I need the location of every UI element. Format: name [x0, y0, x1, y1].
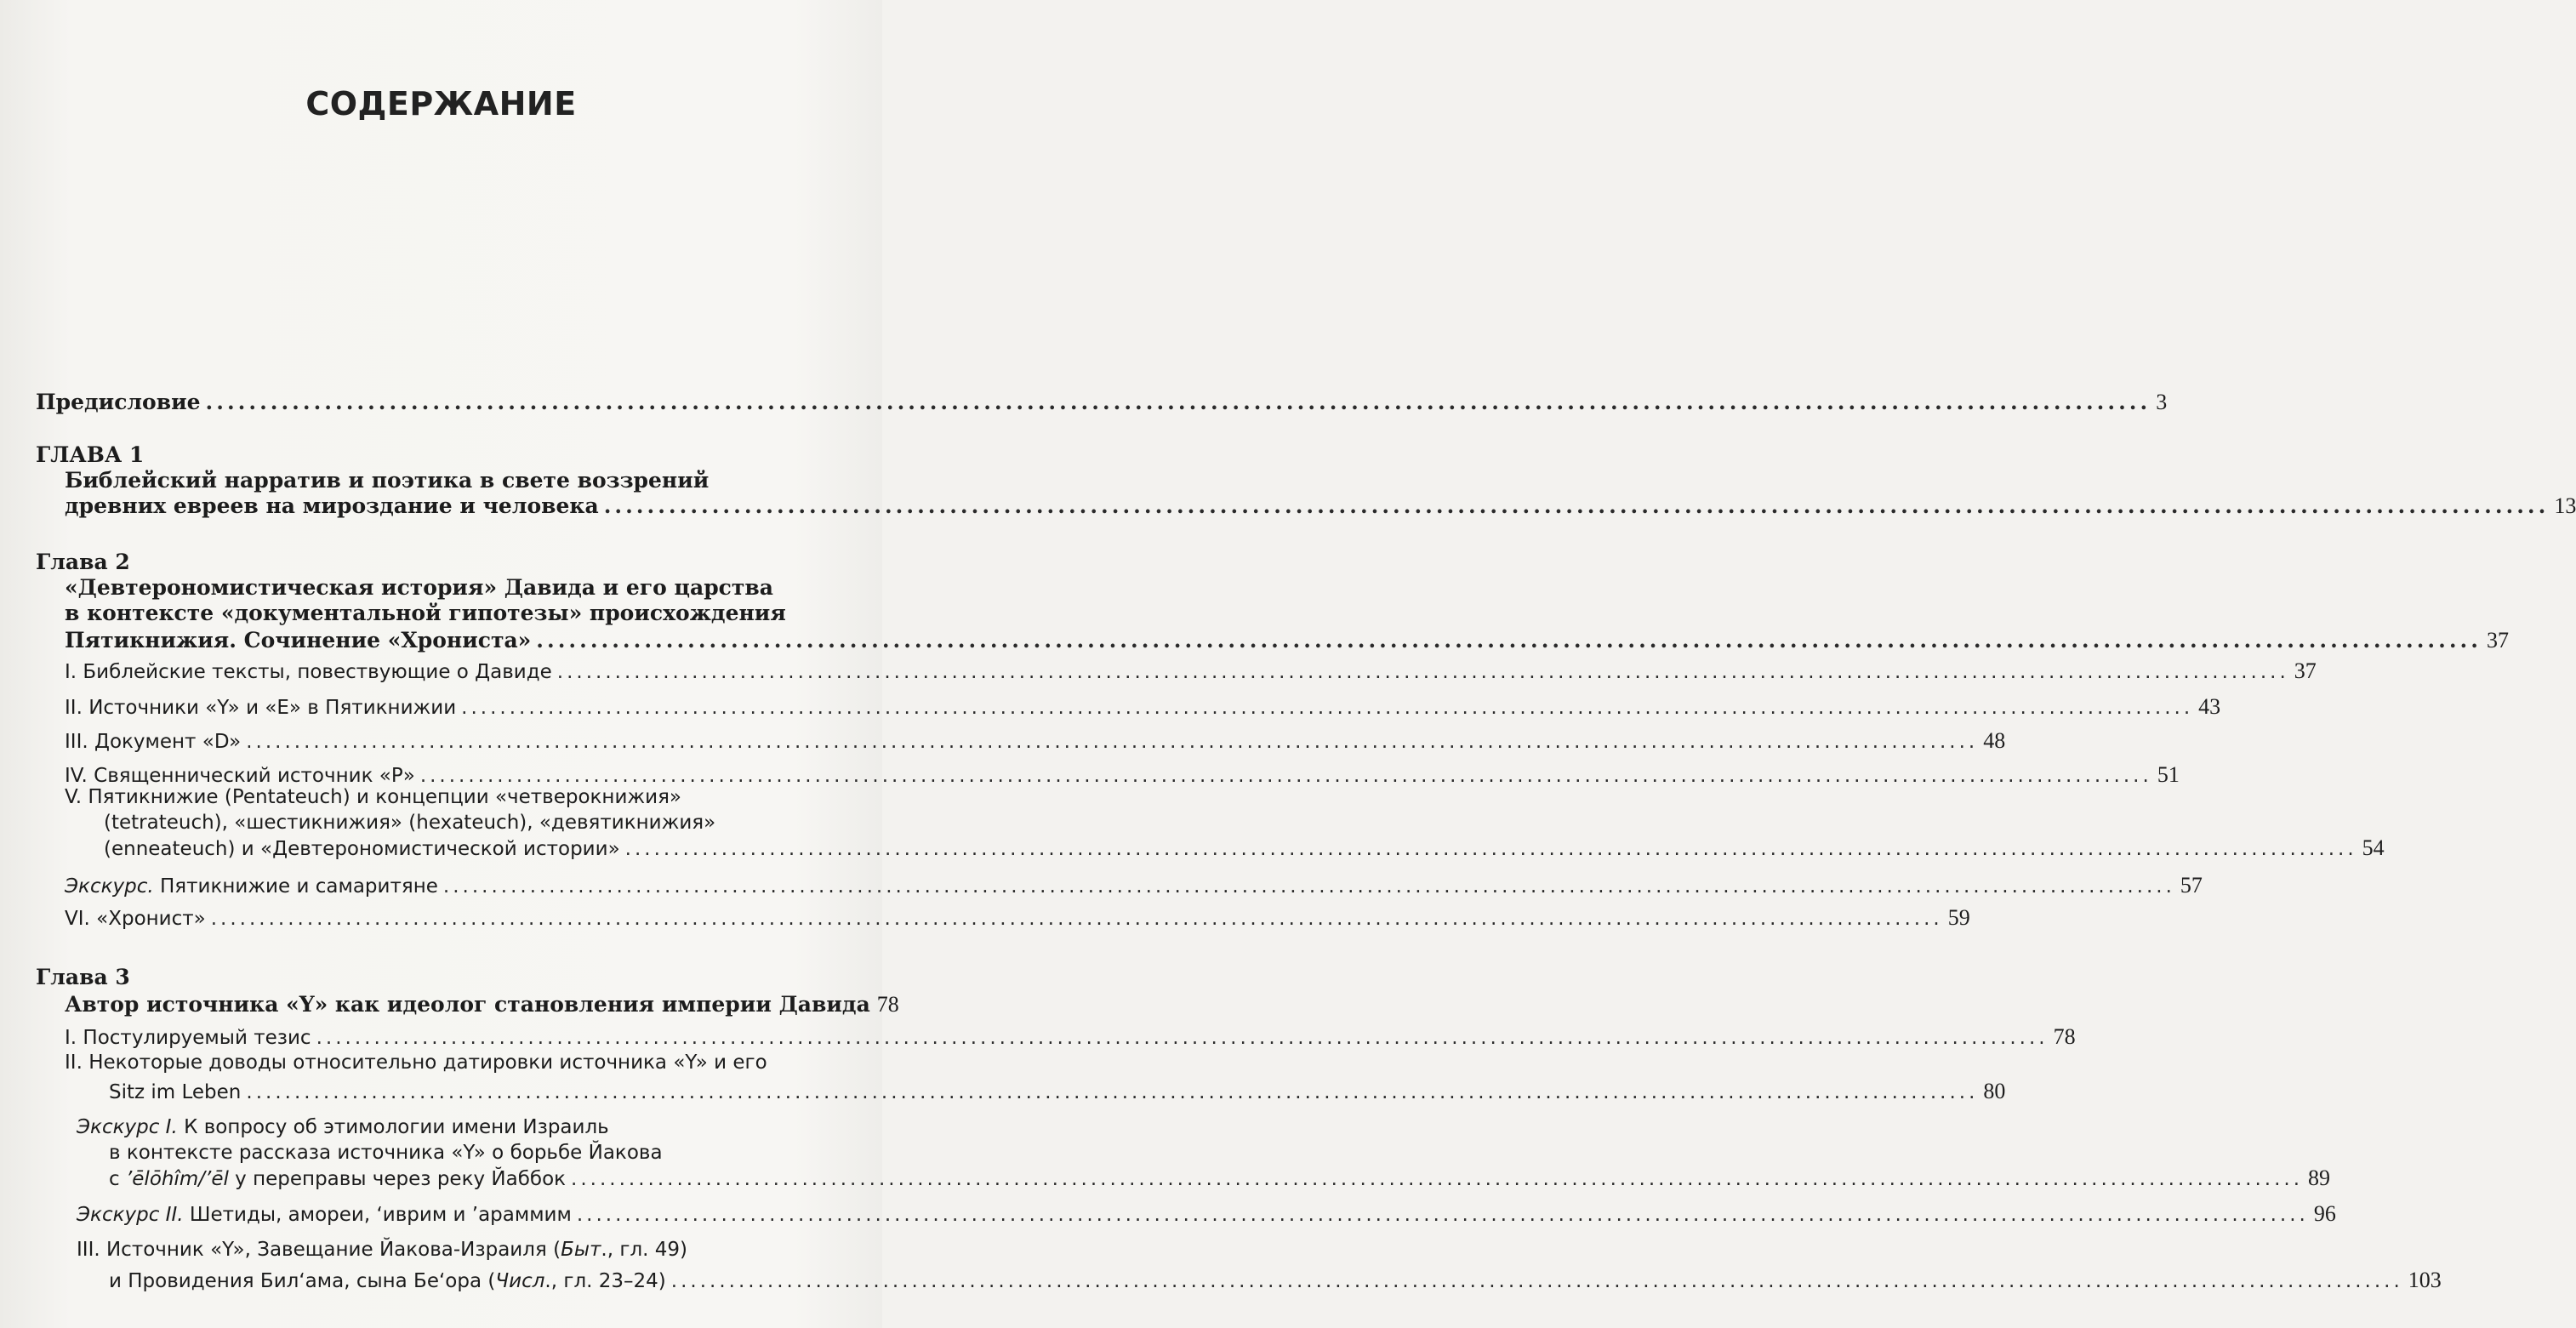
- text-part: ., гл. 23–24): [544, 1270, 666, 1292]
- toc-entry-excursus: [109, 1166, 2331, 1192]
- entry-label: [109, 1166, 566, 1192]
- entry-label: IV. Священнический источник «P»: [65, 765, 415, 787]
- leader-dots: [246, 1080, 1978, 1105]
- toc-entry: [65, 1024, 2076, 1051]
- entry-label: I. Библейские тексты, повествующие о Давиде: [65, 661, 552, 683]
- toc-entry-excursus: [77, 1201, 2336, 1228]
- entry-label: Пятикнижия. Сочинение «Хрониста»: [65, 628, 532, 653]
- abbrev: Числ: [495, 1270, 545, 1292]
- chapter-1-heading: ГЛАВА 1: [36, 442, 145, 467]
- entry-label: Предисловие: [36, 390, 201, 414]
- toc-entry-line: II. Некоторые доводы относительно датировки источника «Y» и его: [65, 1052, 767, 1074]
- toc-entry-line: [77, 1114, 609, 1140]
- text-part: III. Источник «Y», Завещание Йакова-Израиля (: [77, 1239, 561, 1261]
- chapter-2-title-last: [65, 628, 2509, 653]
- excursus-text: Шетиды, амореи, ‘иврим и ’араммим: [183, 1204, 572, 1226]
- toc-entry: [65, 728, 2006, 755]
- page-number: 78: [876, 992, 899, 1017]
- chapter-3-heading: Глава 3: [36, 965, 130, 989]
- leader-dots: [246, 729, 1978, 755]
- toc-entry: [109, 1079, 2006, 1105]
- entry-label: древних евреев на мироздание и человека: [65, 493, 599, 518]
- entry-label: I. Постулируемый тезис: [65, 1027, 311, 1049]
- text-part: ., гл. 49): [601, 1239, 688, 1261]
- chapter-2-title-line: «Девтерономистическая история» Давида и его царства: [65, 575, 773, 600]
- page-number: 43: [2198, 694, 2221, 719]
- page-number: 3: [2156, 390, 2168, 414]
- page-number: 78: [2053, 1024, 2076, 1049]
- excursus-label: Экскурс II.: [77, 1204, 184, 1226]
- toc-entry: [65, 658, 2317, 685]
- chapter-1-title-line: Библейский нарратив и поэтика в свете воззрений: [65, 468, 710, 493]
- leader-dots: [536, 628, 2482, 653]
- leader-dots: [206, 390, 2151, 415]
- leader-dots: [211, 906, 1943, 932]
- leader-dots: [604, 493, 2550, 519]
- toc-entry-line: V. Пятикнижие (Pentateuch) и концепции «четверокнижия»: [65, 786, 681, 808]
- abbrev: Быт: [561, 1239, 601, 1261]
- text-part: с: [109, 1168, 126, 1190]
- chapter-2-heading: Глава 2: [36, 550, 130, 574]
- entry-label: III. Документ «D»: [65, 731, 242, 753]
- entry-label: II. Источники «Y» и «E» в Пятикнижии: [65, 697, 457, 719]
- page-number: 48: [1983, 728, 2006, 753]
- toc-entry: [109, 1268, 2442, 1294]
- toc-entry: [65, 905, 1970, 932]
- excursus-text: К вопросу об этимологии имени Израиль: [177, 1116, 609, 1138]
- toc-entry-preface: [36, 390, 2168, 415]
- entry-label: (enneateuch) и «Девтерономистической истории»: [104, 838, 620, 860]
- leader-dots: [461, 695, 2193, 721]
- page-number: 37: [2294, 658, 2317, 683]
- leader-dots: [625, 836, 2357, 862]
- entry-label: VI. «Хронист»: [65, 908, 206, 930]
- excursus-label: Экскурс I.: [77, 1116, 178, 1138]
- page-title: СОДЕРЖАНИЕ: [305, 85, 577, 123]
- entry-label: Автор источника «Y» как идеолог становления империи Давида: [65, 992, 870, 1017]
- toc-entry-line: [77, 1237, 687, 1262]
- toc-entry: [104, 835, 2385, 862]
- toc-entry-line: в контексте рассказа источника «Y» о борьбе Йакова: [109, 1142, 663, 1164]
- page-number: 103: [2408, 1268, 2442, 1292]
- leader-dots: [671, 1268, 2403, 1294]
- page-number: 13: [2554, 493, 2576, 518]
- leader-dots: [443, 874, 2175, 899]
- leader-dots: [571, 1166, 2303, 1192]
- chapter-3-title: [65, 992, 899, 1017]
- entry-label: [65, 874, 438, 899]
- page-number: 37: [2486, 628, 2509, 653]
- entry-label: [77, 1202, 572, 1228]
- transliteration: ’ēlōhîm/’ēl: [125, 1168, 229, 1190]
- excursus-text: Пятикнижие и самаритяне: [153, 875, 438, 898]
- page-number: 57: [2180, 873, 2203, 898]
- toc-entry-excursus: [65, 873, 2203, 899]
- leader-dots: [316, 1025, 2049, 1051]
- page-number: 54: [2362, 835, 2385, 860]
- text-part: у переправы через реку Йаббок: [228, 1168, 567, 1190]
- page-number: 80: [1983, 1079, 2006, 1103]
- chapter-1-title-last: [65, 493, 2576, 519]
- toc-entry: [65, 694, 2221, 721]
- leader-dots: [577, 1202, 2309, 1228]
- page-number: 89: [2308, 1166, 2331, 1190]
- page-number: 51: [2157, 762, 2180, 787]
- entry-label: [109, 1268, 666, 1294]
- toc-entry-line: (tetrateuch), «шестикнижия» (hexateuch), «девятикнижия»: [104, 812, 716, 834]
- page-number: 59: [1947, 905, 1970, 930]
- page-number: 96: [2313, 1201, 2336, 1226]
- chapter-2-title-line: в контексте «документальной гипотезы» происхождения: [65, 601, 786, 625]
- leader-dots: [557, 659, 2289, 685]
- text-part: и Провидения Бил‘ама, сына Бе‘ора (: [109, 1270, 496, 1292]
- entry-label: Sitz im Leben: [109, 1081, 242, 1103]
- excursus-label: Экскурс.: [65, 875, 154, 898]
